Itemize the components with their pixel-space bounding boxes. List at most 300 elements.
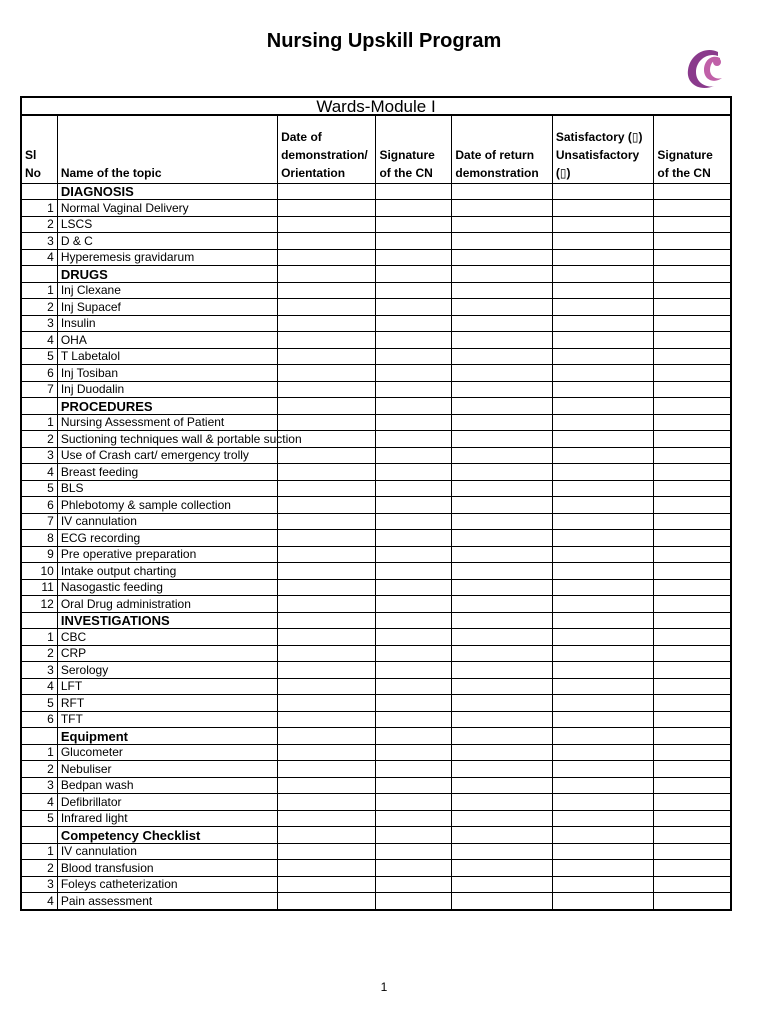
date-return-cell[interactable] bbox=[452, 249, 553, 266]
date-return-cell[interactable] bbox=[452, 810, 553, 827]
date-demonstration-cell[interactable] bbox=[278, 530, 376, 547]
module-title: Wards-Module I bbox=[21, 97, 731, 115]
topic-cell: Intake output charting bbox=[57, 563, 277, 580]
section-row bbox=[21, 728, 731, 745]
signature-cn-2-cell[interactable] bbox=[654, 711, 731, 728]
date-return-cell[interactable] bbox=[452, 761, 553, 778]
signature-cn-cell[interactable] bbox=[376, 299, 452, 316]
signature-cn-2-cell[interactable] bbox=[654, 843, 731, 860]
topic-cell: Inj Duodalin bbox=[57, 381, 277, 398]
header-signature-cn-2: Signature of the CN bbox=[654, 115, 731, 184]
date-return-cell[interactable] bbox=[452, 497, 553, 514]
date-demonstration-cell[interactable] bbox=[278, 761, 376, 778]
date-return-cell[interactable] bbox=[452, 678, 553, 695]
empty-cell[interactable] bbox=[376, 728, 452, 745]
date-demonstration-cell[interactable] bbox=[278, 200, 376, 217]
date-demonstration-cell[interactable] bbox=[278, 711, 376, 728]
topic-cell: Defibrillator bbox=[57, 794, 277, 811]
section-title: Equipment bbox=[57, 728, 277, 745]
date-return-cell[interactable] bbox=[452, 546, 553, 563]
signature-cn-cell[interactable] bbox=[376, 332, 452, 349]
empty-cell[interactable] bbox=[452, 612, 553, 629]
signature-cn-cell[interactable] bbox=[376, 365, 452, 382]
topic-cell: TFT bbox=[57, 711, 277, 728]
date-return-cell[interactable] bbox=[452, 299, 553, 316]
sl-no-cell: 2 bbox=[21, 299, 57, 316]
date-return-cell[interactable] bbox=[452, 348, 553, 365]
date-demonstration-cell[interactable] bbox=[278, 282, 376, 299]
date-demonstration-cell[interactable] bbox=[278, 332, 376, 349]
date-demonstration-cell[interactable] bbox=[278, 843, 376, 860]
signature-cn-2-cell[interactable] bbox=[654, 447, 731, 464]
table-row bbox=[21, 530, 731, 547]
date-demonstration-cell[interactable] bbox=[278, 662, 376, 679]
signature-cn-cell[interactable] bbox=[376, 711, 452, 728]
signature-cn-2-cell[interactable] bbox=[654, 794, 731, 811]
satisfactory-cell[interactable] bbox=[552, 843, 654, 860]
topic-cell: Nursing Assessment of Patient bbox=[57, 414, 277, 431]
date-return-cell[interactable] bbox=[452, 200, 553, 217]
satisfactory-cell[interactable] bbox=[552, 645, 654, 662]
date-demonstration-cell[interactable] bbox=[278, 794, 376, 811]
date-demonstration-cell[interactable] bbox=[278, 546, 376, 563]
table-row bbox=[21, 497, 731, 514]
date-demonstration-cell[interactable] bbox=[278, 249, 376, 266]
satisfactory-cell[interactable] bbox=[552, 414, 654, 431]
topic-cell: Inj Clexane bbox=[57, 282, 277, 299]
empty-cell[interactable] bbox=[452, 827, 553, 844]
satisfactory-cell[interactable] bbox=[552, 530, 654, 547]
empty-cell[interactable] bbox=[278, 183, 376, 200]
signature-cn-2-cell[interactable] bbox=[654, 662, 731, 679]
sl-no-cell: 1 bbox=[21, 629, 57, 646]
date-demonstration-cell[interactable] bbox=[278, 810, 376, 827]
signature-cn-2-cell[interactable] bbox=[654, 414, 731, 431]
signature-cn-2-cell[interactable] bbox=[654, 282, 731, 299]
signature-cn-cell[interactable] bbox=[376, 546, 452, 563]
date-return-cell[interactable] bbox=[452, 414, 553, 431]
header-row bbox=[21, 115, 731, 184]
empty-cell[interactable] bbox=[654, 398, 731, 415]
signature-cn-cell[interactable] bbox=[376, 579, 452, 596]
satisfactory-cell[interactable] bbox=[552, 200, 654, 217]
date-return-cell[interactable] bbox=[452, 464, 553, 481]
signature-cn-2-cell[interactable] bbox=[654, 563, 731, 580]
topic-cell: Pain assessment bbox=[57, 893, 277, 910]
satisfactory-cell[interactable] bbox=[552, 365, 654, 382]
topic-cell: Phlebotomy & sample collection bbox=[57, 497, 277, 514]
empty-cell[interactable] bbox=[376, 398, 452, 415]
date-return-cell[interactable] bbox=[452, 596, 553, 613]
table-row bbox=[21, 695, 731, 712]
signature-cn-cell[interactable] bbox=[376, 695, 452, 712]
signature-cn-cell[interactable] bbox=[376, 530, 452, 547]
signature-cn-cell[interactable] bbox=[376, 563, 452, 580]
date-return-cell[interactable] bbox=[452, 794, 553, 811]
signature-cn-2-cell[interactable] bbox=[654, 381, 731, 398]
topic-cell: Oral Drug administration bbox=[57, 596, 277, 613]
signature-cn-cell[interactable] bbox=[376, 480, 452, 497]
satisfactory-cell[interactable] bbox=[552, 315, 654, 332]
topic-cell: IV cannulation bbox=[57, 843, 277, 860]
sl-no-cell: 1 bbox=[21, 200, 57, 217]
satisfactory-cell[interactable] bbox=[552, 480, 654, 497]
page-number: 1 bbox=[380, 980, 388, 994]
topic-cell: D & C bbox=[57, 233, 277, 250]
empty-cell[interactable] bbox=[552, 398, 654, 415]
signature-cn-2-cell[interactable] bbox=[654, 200, 731, 217]
signature-cn-cell[interactable] bbox=[376, 233, 452, 250]
satisfactory-cell[interactable] bbox=[552, 744, 654, 761]
sl-no-cell: 6 bbox=[21, 711, 57, 728]
satisfactory-cell[interactable] bbox=[552, 431, 654, 448]
empty-cell[interactable] bbox=[278, 398, 376, 415]
topic-cell: Insulin bbox=[57, 315, 277, 332]
date-demonstration-cell[interactable] bbox=[278, 695, 376, 712]
signature-cn-2-cell[interactable] bbox=[654, 464, 731, 481]
date-demonstration-cell[interactable] bbox=[278, 480, 376, 497]
sl-no-cell: 2 bbox=[21, 645, 57, 662]
date-return-cell[interactable] bbox=[452, 563, 553, 580]
signature-cn-cell[interactable] bbox=[376, 431, 452, 448]
signature-cn-cell[interactable] bbox=[376, 678, 452, 695]
signature-cn-cell[interactable] bbox=[376, 200, 452, 217]
satisfactory-cell[interactable] bbox=[552, 678, 654, 695]
date-return-cell[interactable] bbox=[452, 530, 553, 547]
date-demonstration-cell[interactable] bbox=[278, 678, 376, 695]
date-return-cell[interactable] bbox=[452, 662, 553, 679]
date-return-cell[interactable] bbox=[452, 282, 553, 299]
table-row bbox=[21, 431, 731, 448]
date-return-cell[interactable] bbox=[452, 777, 553, 794]
table-row bbox=[21, 480, 731, 497]
date-return-cell[interactable] bbox=[452, 513, 553, 530]
topic-cell: Normal Vaginal Delivery bbox=[57, 200, 277, 217]
signature-cn-cell[interactable] bbox=[376, 761, 452, 778]
date-demonstration-cell[interactable] bbox=[278, 596, 376, 613]
signature-cn-2-cell[interactable] bbox=[654, 761, 731, 778]
date-return-cell[interactable] bbox=[452, 860, 553, 877]
date-return-cell[interactable] bbox=[452, 876, 553, 893]
signature-cn-cell[interactable] bbox=[376, 744, 452, 761]
signature-cn-2-cell[interactable] bbox=[654, 579, 731, 596]
date-demonstration-cell[interactable] bbox=[278, 744, 376, 761]
empty-cell[interactable] bbox=[552, 612, 654, 629]
satisfactory-cell[interactable] bbox=[552, 860, 654, 877]
satisfactory-cell[interactable] bbox=[552, 876, 654, 893]
section-title: INVESTIGATIONS bbox=[57, 612, 277, 629]
table-row bbox=[21, 233, 731, 250]
satisfactory-cell[interactable] bbox=[552, 464, 654, 481]
signature-cn-cell[interactable] bbox=[376, 282, 452, 299]
date-return-cell[interactable] bbox=[452, 695, 553, 712]
date-demonstration-cell[interactable] bbox=[278, 860, 376, 877]
empty-cell[interactable] bbox=[552, 827, 654, 844]
signature-cn-cell[interactable] bbox=[376, 893, 452, 910]
empty-cell[interactable] bbox=[654, 728, 731, 745]
satisfactory-cell[interactable] bbox=[552, 497, 654, 514]
satisfactory-cell[interactable] bbox=[552, 596, 654, 613]
date-return-cell[interactable] bbox=[452, 447, 553, 464]
header-date-return: Date of return demonstration bbox=[452, 115, 553, 184]
date-demonstration-cell[interactable] bbox=[278, 216, 376, 233]
signature-cn-2-cell[interactable] bbox=[654, 348, 731, 365]
date-return-cell[interactable] bbox=[452, 233, 553, 250]
date-demonstration-cell[interactable] bbox=[278, 414, 376, 431]
empty-cell[interactable] bbox=[552, 183, 654, 200]
date-demonstration-cell[interactable] bbox=[278, 645, 376, 662]
empty-cell[interactable] bbox=[452, 728, 553, 745]
table-row bbox=[21, 810, 731, 827]
satisfactory-cell[interactable] bbox=[552, 233, 654, 250]
signature-cn-2-cell[interactable] bbox=[654, 678, 731, 695]
header-date-demonstration: Date of demonstration/ Orientation bbox=[278, 115, 376, 184]
table-row bbox=[21, 447, 731, 464]
table-row bbox=[21, 315, 731, 332]
signature-cn-cell[interactable] bbox=[376, 216, 452, 233]
date-demonstration-cell[interactable] bbox=[278, 447, 376, 464]
signature-cn-2-cell[interactable] bbox=[654, 546, 731, 563]
signature-cn-2-cell[interactable] bbox=[654, 431, 731, 448]
date-demonstration-cell[interactable] bbox=[278, 777, 376, 794]
table-row bbox=[21, 414, 731, 431]
date-return-cell[interactable] bbox=[452, 431, 553, 448]
satisfactory-cell[interactable] bbox=[552, 579, 654, 596]
sl-no-cell: 4 bbox=[21, 794, 57, 811]
satisfactory-cell[interactable] bbox=[552, 695, 654, 712]
empty-cell[interactable] bbox=[654, 266, 731, 283]
signature-cn-cell[interactable] bbox=[376, 645, 452, 662]
table-row bbox=[21, 761, 731, 778]
table-row bbox=[21, 711, 731, 728]
satisfactory-cell[interactable] bbox=[552, 513, 654, 530]
signature-cn-2-cell[interactable] bbox=[654, 365, 731, 382]
signature-cn-2-cell[interactable] bbox=[654, 596, 731, 613]
empty-cell[interactable] bbox=[552, 728, 654, 745]
satisfactory-cell[interactable] bbox=[552, 381, 654, 398]
table-row bbox=[21, 216, 731, 233]
signature-cn-2-cell[interactable] bbox=[654, 860, 731, 877]
date-demonstration-cell[interactable] bbox=[278, 348, 376, 365]
empty-cell[interactable] bbox=[278, 728, 376, 745]
signature-cn-cell[interactable] bbox=[376, 629, 452, 646]
signature-cn-2-cell[interactable] bbox=[654, 299, 731, 316]
empty-cell[interactable] bbox=[452, 266, 553, 283]
satisfactory-cell[interactable] bbox=[552, 216, 654, 233]
sl-no-cell: 4 bbox=[21, 249, 57, 266]
signature-cn-2-cell[interactable] bbox=[654, 497, 731, 514]
signature-cn-cell[interactable] bbox=[376, 348, 452, 365]
signature-cn-2-cell[interactable] bbox=[654, 233, 731, 250]
satisfactory-cell[interactable] bbox=[552, 893, 654, 910]
sl-no-cell: 7 bbox=[21, 381, 57, 398]
table-row bbox=[21, 249, 731, 266]
signature-cn-2-cell[interactable] bbox=[654, 216, 731, 233]
table-row bbox=[21, 629, 731, 646]
empty-cell[interactable] bbox=[278, 612, 376, 629]
signature-cn-cell[interactable] bbox=[376, 249, 452, 266]
empty-cell[interactable] bbox=[278, 827, 376, 844]
sl-no-cell: 11 bbox=[21, 579, 57, 596]
topic-cell: Nasogastic feeding bbox=[57, 579, 277, 596]
empty-cell[interactable] bbox=[376, 827, 452, 844]
empty-cell[interactable] bbox=[376, 612, 452, 629]
table-row bbox=[21, 893, 731, 910]
satisfactory-cell[interactable] bbox=[552, 761, 654, 778]
signature-cn-cell[interactable] bbox=[376, 876, 452, 893]
sl-no-cell: 10 bbox=[21, 563, 57, 580]
topic-cell: Serology bbox=[57, 662, 277, 679]
signature-cn-cell[interactable] bbox=[376, 315, 452, 332]
satisfactory-cell[interactable] bbox=[552, 810, 654, 827]
satisfactory-cell[interactable] bbox=[552, 563, 654, 580]
satisfactory-cell[interactable] bbox=[552, 546, 654, 563]
sl-no-cell: 4 bbox=[21, 678, 57, 695]
signature-cn-cell[interactable] bbox=[376, 513, 452, 530]
sl-no-cell: 5 bbox=[21, 695, 57, 712]
satisfactory-cell[interactable] bbox=[552, 282, 654, 299]
date-demonstration-cell[interactable] bbox=[278, 893, 376, 910]
table-row bbox=[21, 464, 731, 481]
date-demonstration-cell[interactable] bbox=[278, 497, 376, 514]
empty-cell bbox=[21, 183, 57, 200]
date-return-cell[interactable] bbox=[452, 216, 553, 233]
date-demonstration-cell[interactable] bbox=[278, 629, 376, 646]
signature-cn-cell[interactable] bbox=[376, 497, 452, 514]
satisfactory-cell[interactable] bbox=[552, 348, 654, 365]
topic-cell: Nebuliser bbox=[57, 761, 277, 778]
satisfactory-cell[interactable] bbox=[552, 629, 654, 646]
date-demonstration-cell[interactable] bbox=[278, 563, 376, 580]
date-return-cell[interactable] bbox=[452, 843, 553, 860]
empty-cell[interactable] bbox=[654, 827, 731, 844]
satisfactory-cell[interactable] bbox=[552, 299, 654, 316]
signature-cn-2-cell[interactable] bbox=[654, 530, 731, 547]
table-row bbox=[21, 299, 731, 316]
date-demonstration-cell[interactable] bbox=[278, 365, 376, 382]
empty-cell[interactable] bbox=[452, 183, 553, 200]
signature-cn-cell[interactable] bbox=[376, 381, 452, 398]
signature-cn-2-cell[interactable] bbox=[654, 629, 731, 646]
empty-cell[interactable] bbox=[654, 612, 731, 629]
signature-cn-2-cell[interactable] bbox=[654, 810, 731, 827]
page-title: Nursing Upskill Program bbox=[266, 30, 502, 52]
signature-cn-2-cell[interactable] bbox=[654, 332, 731, 349]
empty-cell[interactable] bbox=[552, 266, 654, 283]
table-row bbox=[21, 563, 731, 580]
hospital-logo-icon bbox=[684, 44, 730, 92]
table-row bbox=[21, 200, 731, 217]
sl-no-cell: 1 bbox=[21, 843, 57, 860]
signature-cn-cell[interactable] bbox=[376, 860, 452, 877]
signature-cn-cell[interactable] bbox=[376, 596, 452, 613]
empty-cell[interactable] bbox=[376, 183, 452, 200]
empty-cell[interactable] bbox=[278, 266, 376, 283]
satisfactory-cell[interactable] bbox=[552, 777, 654, 794]
date-return-cell[interactable] bbox=[452, 711, 553, 728]
satisfactory-cell[interactable] bbox=[552, 249, 654, 266]
signature-cn-2-cell[interactable] bbox=[654, 777, 731, 794]
signature-cn-cell[interactable] bbox=[376, 777, 452, 794]
date-demonstration-cell[interactable] bbox=[278, 233, 376, 250]
topic-cell: IV cannulation bbox=[57, 513, 277, 530]
signature-cn-cell[interactable] bbox=[376, 794, 452, 811]
date-demonstration-cell[interactable] bbox=[278, 579, 376, 596]
signature-cn-2-cell[interactable] bbox=[654, 893, 731, 910]
table-row bbox=[21, 662, 731, 679]
table-row bbox=[21, 332, 731, 349]
topic-cell: Blood transfusion bbox=[57, 860, 277, 877]
signature-cn-cell[interactable] bbox=[376, 810, 452, 827]
signature-cn-2-cell[interactable] bbox=[654, 744, 731, 761]
date-return-cell[interactable] bbox=[452, 332, 553, 349]
date-demonstration-cell[interactable] bbox=[278, 464, 376, 481]
date-return-cell[interactable] bbox=[452, 645, 553, 662]
date-return-cell[interactable] bbox=[452, 365, 553, 382]
date-demonstration-cell[interactable] bbox=[278, 513, 376, 530]
satisfactory-cell[interactable] bbox=[552, 332, 654, 349]
sl-no-cell: 4 bbox=[21, 893, 57, 910]
sl-no-cell: 1 bbox=[21, 414, 57, 431]
date-return-cell[interactable] bbox=[452, 893, 553, 910]
sl-no-cell: 3 bbox=[21, 233, 57, 250]
empty-cell bbox=[21, 827, 57, 844]
sl-no-cell: 3 bbox=[21, 662, 57, 679]
date-demonstration-cell[interactable] bbox=[278, 315, 376, 332]
date-return-cell[interactable] bbox=[452, 480, 553, 497]
signature-cn-2-cell[interactable] bbox=[654, 695, 731, 712]
signature-cn-2-cell[interactable] bbox=[654, 876, 731, 893]
empty-cell[interactable] bbox=[452, 398, 553, 415]
date-demonstration-cell[interactable] bbox=[278, 299, 376, 316]
signature-cn-cell[interactable] bbox=[376, 447, 452, 464]
date-return-cell[interactable] bbox=[452, 381, 553, 398]
signature-cn-2-cell[interactable] bbox=[654, 315, 731, 332]
date-return-cell[interactable] bbox=[452, 315, 553, 332]
signature-cn-2-cell[interactable] bbox=[654, 513, 731, 530]
sl-no-cell: 1 bbox=[21, 744, 57, 761]
date-demonstration-cell[interactable] bbox=[278, 381, 376, 398]
topic-cell: LFT bbox=[57, 678, 277, 695]
sl-no-cell: 3 bbox=[21, 777, 57, 794]
signature-cn-cell[interactable] bbox=[376, 662, 452, 679]
signature-cn-cell[interactable] bbox=[376, 843, 452, 860]
empty-cell[interactable] bbox=[654, 183, 731, 200]
date-demonstration-cell[interactable] bbox=[278, 876, 376, 893]
date-return-cell[interactable] bbox=[452, 579, 553, 596]
satisfactory-cell[interactable] bbox=[552, 711, 654, 728]
table-row bbox=[21, 381, 731, 398]
sl-no-cell: 5 bbox=[21, 480, 57, 497]
section-title: DIAGNOSIS bbox=[57, 183, 277, 200]
date-return-cell[interactable] bbox=[452, 629, 553, 646]
table-row bbox=[21, 678, 731, 695]
section-row bbox=[21, 183, 731, 200]
satisfactory-cell[interactable] bbox=[552, 447, 654, 464]
topic-cell: Foleys catheterization bbox=[57, 876, 277, 893]
table-row bbox=[21, 777, 731, 794]
signature-cn-cell[interactable] bbox=[376, 464, 452, 481]
date-return-cell[interactable] bbox=[452, 744, 553, 761]
satisfactory-cell[interactable] bbox=[552, 662, 654, 679]
satisfactory-cell[interactable] bbox=[552, 794, 654, 811]
sl-no-cell: 5 bbox=[21, 810, 57, 827]
empty-cell[interactable] bbox=[376, 266, 452, 283]
signature-cn-cell[interactable] bbox=[376, 414, 452, 431]
signature-cn-2-cell[interactable] bbox=[654, 645, 731, 662]
signature-cn-2-cell[interactable] bbox=[654, 249, 731, 266]
signature-cn-2-cell[interactable] bbox=[654, 480, 731, 497]
